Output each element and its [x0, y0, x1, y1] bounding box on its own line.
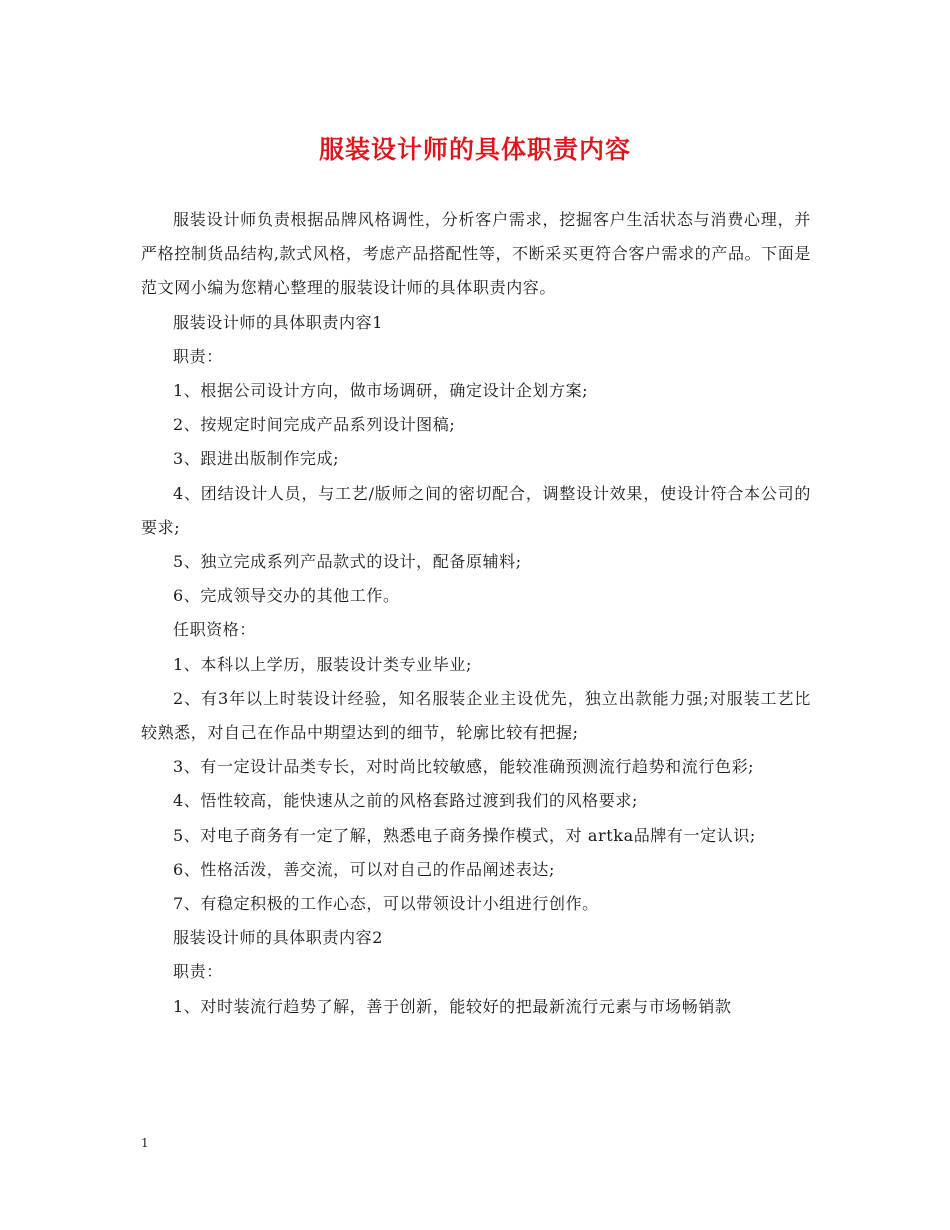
page-number: 1	[141, 1136, 149, 1150]
qualifications-label: 任职资格：	[173, 620, 257, 640]
duty-item: 4、团结设计人员，与工艺/版师之间的密切配合，调整设计效果，使设计符合本公司的要求;	[141, 483, 811, 537]
document-body	[141, 203, 811, 1024]
intro-paragraph: 服装设计师负责根据品牌风格调性，分析客户需求，挖掘客户生活状态与消费心理，并严格控制货品结构,款式风格，考虑产品搭配性等，不断采买更符合客户需求的产品。下面是范文网小编为您精心整理的服装设计师的具体职责内容。	[141, 210, 811, 298]
duty-item: 1、对时装流行趋势了解，善于创新，能较好的把最新流行元素与市场畅销款	[173, 996, 732, 1016]
duties-label: 职责：	[173, 962, 223, 982]
duties-label: 职责：	[173, 346, 223, 366]
qualification-item: 6、性格活泼，善交流，可以对自己的作品阐述表达;	[173, 859, 555, 879]
duty-item: 5、独立完成系列产品款式的设计，配备原辅料;	[173, 552, 522, 572]
qualification-item: 1、本科以上学历，服装设计类专业毕业;	[173, 654, 472, 674]
qualification-item: 3、有一定设计品类专长，对时尚比较敏感，能较准确预测流行趋势和流行色彩;	[173, 757, 755, 777]
duty-item: 2、按规定时间完成产品系列设计图稿;	[173, 415, 456, 435]
qualification-item: 4、悟性较高，能快速从之前的风格套路过渡到我们的风格要求;	[173, 791, 638, 811]
qualification-item: 7、有稳定积极的工作心态，可以带领设计小组进行创作。	[173, 894, 599, 914]
section-heading-1: 服装设计师的具体职责内容1	[173, 312, 383, 332]
duty-item: 3、跟进出版制作完成;	[173, 449, 340, 469]
qualification-item: 2、有3年以上时装设计经验，知名服装企业主设优先，独立出款能力强;对服装工艺比较熟悉，对自己在作品中期望达到的细节，轮廓比较有把握;	[141, 688, 811, 743]
qualification-item: 5、对电子商务有一定了解，熟悉电子商务操作模式，对 artka品牌有一定认识;	[173, 825, 756, 845]
duty-item: 1、根据公司设计方向，做市场调研，确定设计企划方案;	[173, 381, 589, 401]
duty-item: 6、完成领导交办的其他工作。	[173, 586, 400, 606]
section-heading-2: 服装设计师的具体职责内容2	[173, 928, 383, 948]
document-title: 服装设计师的具体职责内容	[318, 135, 631, 164]
